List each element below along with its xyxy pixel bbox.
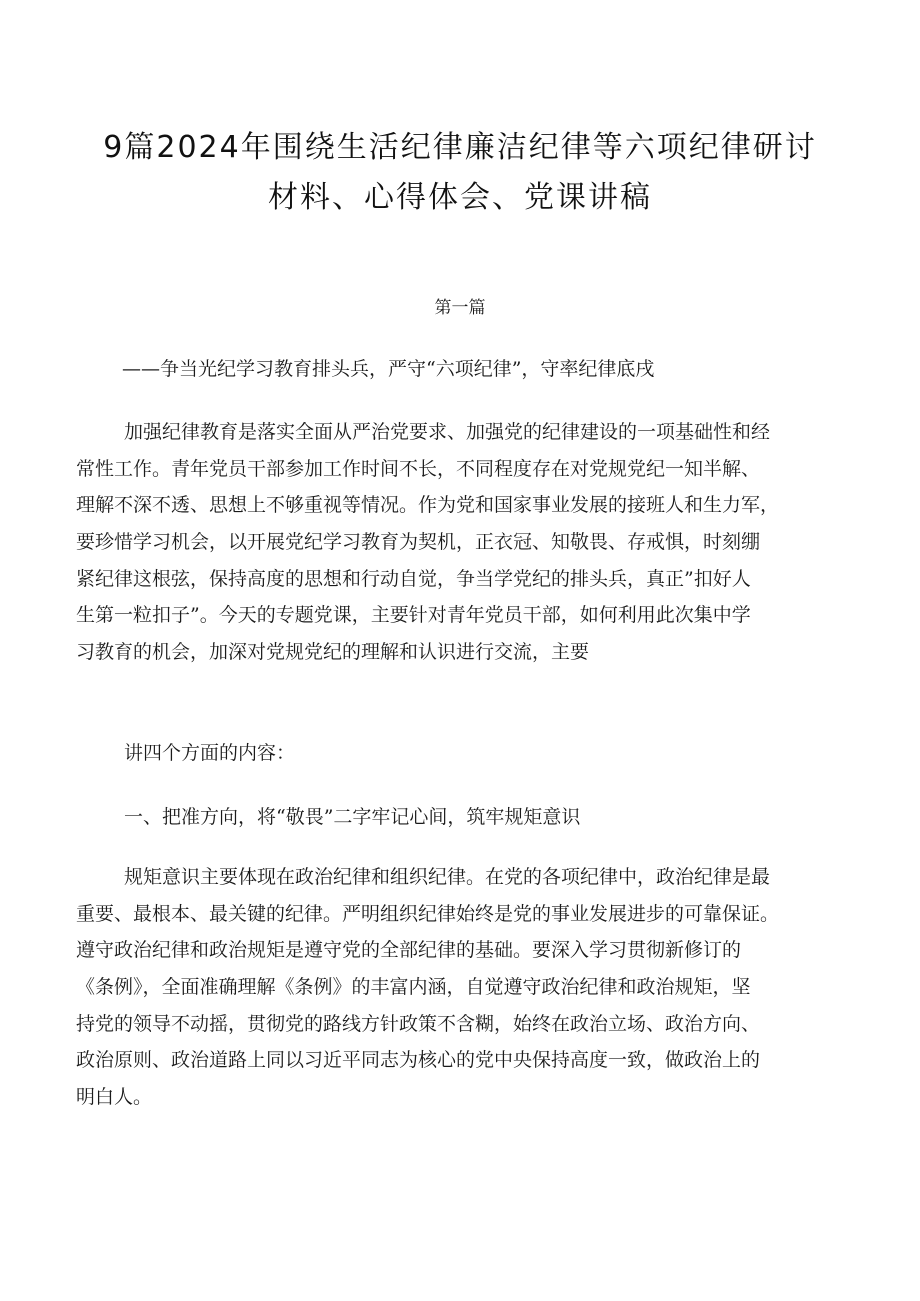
paragraph-line: 加强纪律教育是落实全面从严治党要求、加强党的纪律建设的一项基础性和经 bbox=[124, 421, 771, 443]
document-title-line-2: 材料、心得体会、党课讲稿 bbox=[268, 180, 652, 215]
paragraph-line: 遵守政治纪律和政治规矩是遵守党的全部纪律的基础。要深入学习贯彻新修订的 bbox=[76, 939, 742, 962]
paragraph-1 bbox=[76, 414, 856, 671]
paragraph-line: 要珍惜学习机会，以开展党纪学习教育为契机，正衣冠、知敬畏、存戒惧，时刻绷 bbox=[76, 531, 761, 554]
paragraph-line: 常性工作。青年党员干部参加工作时间不长，不同程度存在对党规党纪一知半解、 bbox=[76, 457, 761, 480]
section-label: 第一篇 bbox=[434, 298, 486, 318]
paragraph-line: 持党的领导不动摇，贯彻党的路线方针政策不含糊，始终在政治立场、政治方向、 bbox=[76, 1012, 761, 1035]
paragraph-line: 明白人。 bbox=[76, 1086, 153, 1109]
paragraph-2: 讲四个方面的内容： bbox=[124, 742, 296, 764]
document-title-line-1: 9篇2024年围绕生活纪律廉洁纪律等六项纪律研讨 bbox=[103, 130, 817, 165]
paragraph-line: 习教育的机会，加深对党规党纪的理解和认识进行交流，主要 bbox=[76, 641, 590, 664]
paragraph-line: 政治原则、政治道路上同以习近平同志为核心的党中央保持高度一致，做政治上的 bbox=[76, 1049, 761, 1072]
paragraph-line: 规矩意识主要体现在政治纪律和组织纪律。在党的各项纪律中，政治纪律是最 bbox=[124, 866, 771, 888]
section-heading-1: 一、把准方向，将“敬畏”二字牢记心间，筑牢规矩意识 bbox=[124, 806, 581, 828]
section-subtitle: ——争当光纪学习教育排头兵，严守“六项纪律”，守率纪律底戌 bbox=[122, 358, 655, 380]
paragraph-3 bbox=[76, 859, 856, 1116]
paragraph-line: 理解不深不透、思想上不够重视等情况。作为党和国家事业发展的接班人和生力军， bbox=[76, 494, 780, 517]
paragraph-line: 重要、最根本、最关键的纪律。严明组织纪律始终是党的事业发展进步的可靠保证。 bbox=[76, 902, 780, 925]
paragraph-line: 《条例》，全面准确理解《条例》的丰富内涵，自觉遵守政治纪律和政治规矩，坚 bbox=[76, 976, 751, 999]
paragraph-line: 紧纪律这根弦，保持高度的思想和行动自觉，争当学党纪的排头兵，真正”扣好人 bbox=[76, 567, 751, 590]
paragraph-line: 生第一粒扣子”。今天的专题党课，主要针对青年党员干部，如何利用此次集中学 bbox=[76, 604, 751, 627]
